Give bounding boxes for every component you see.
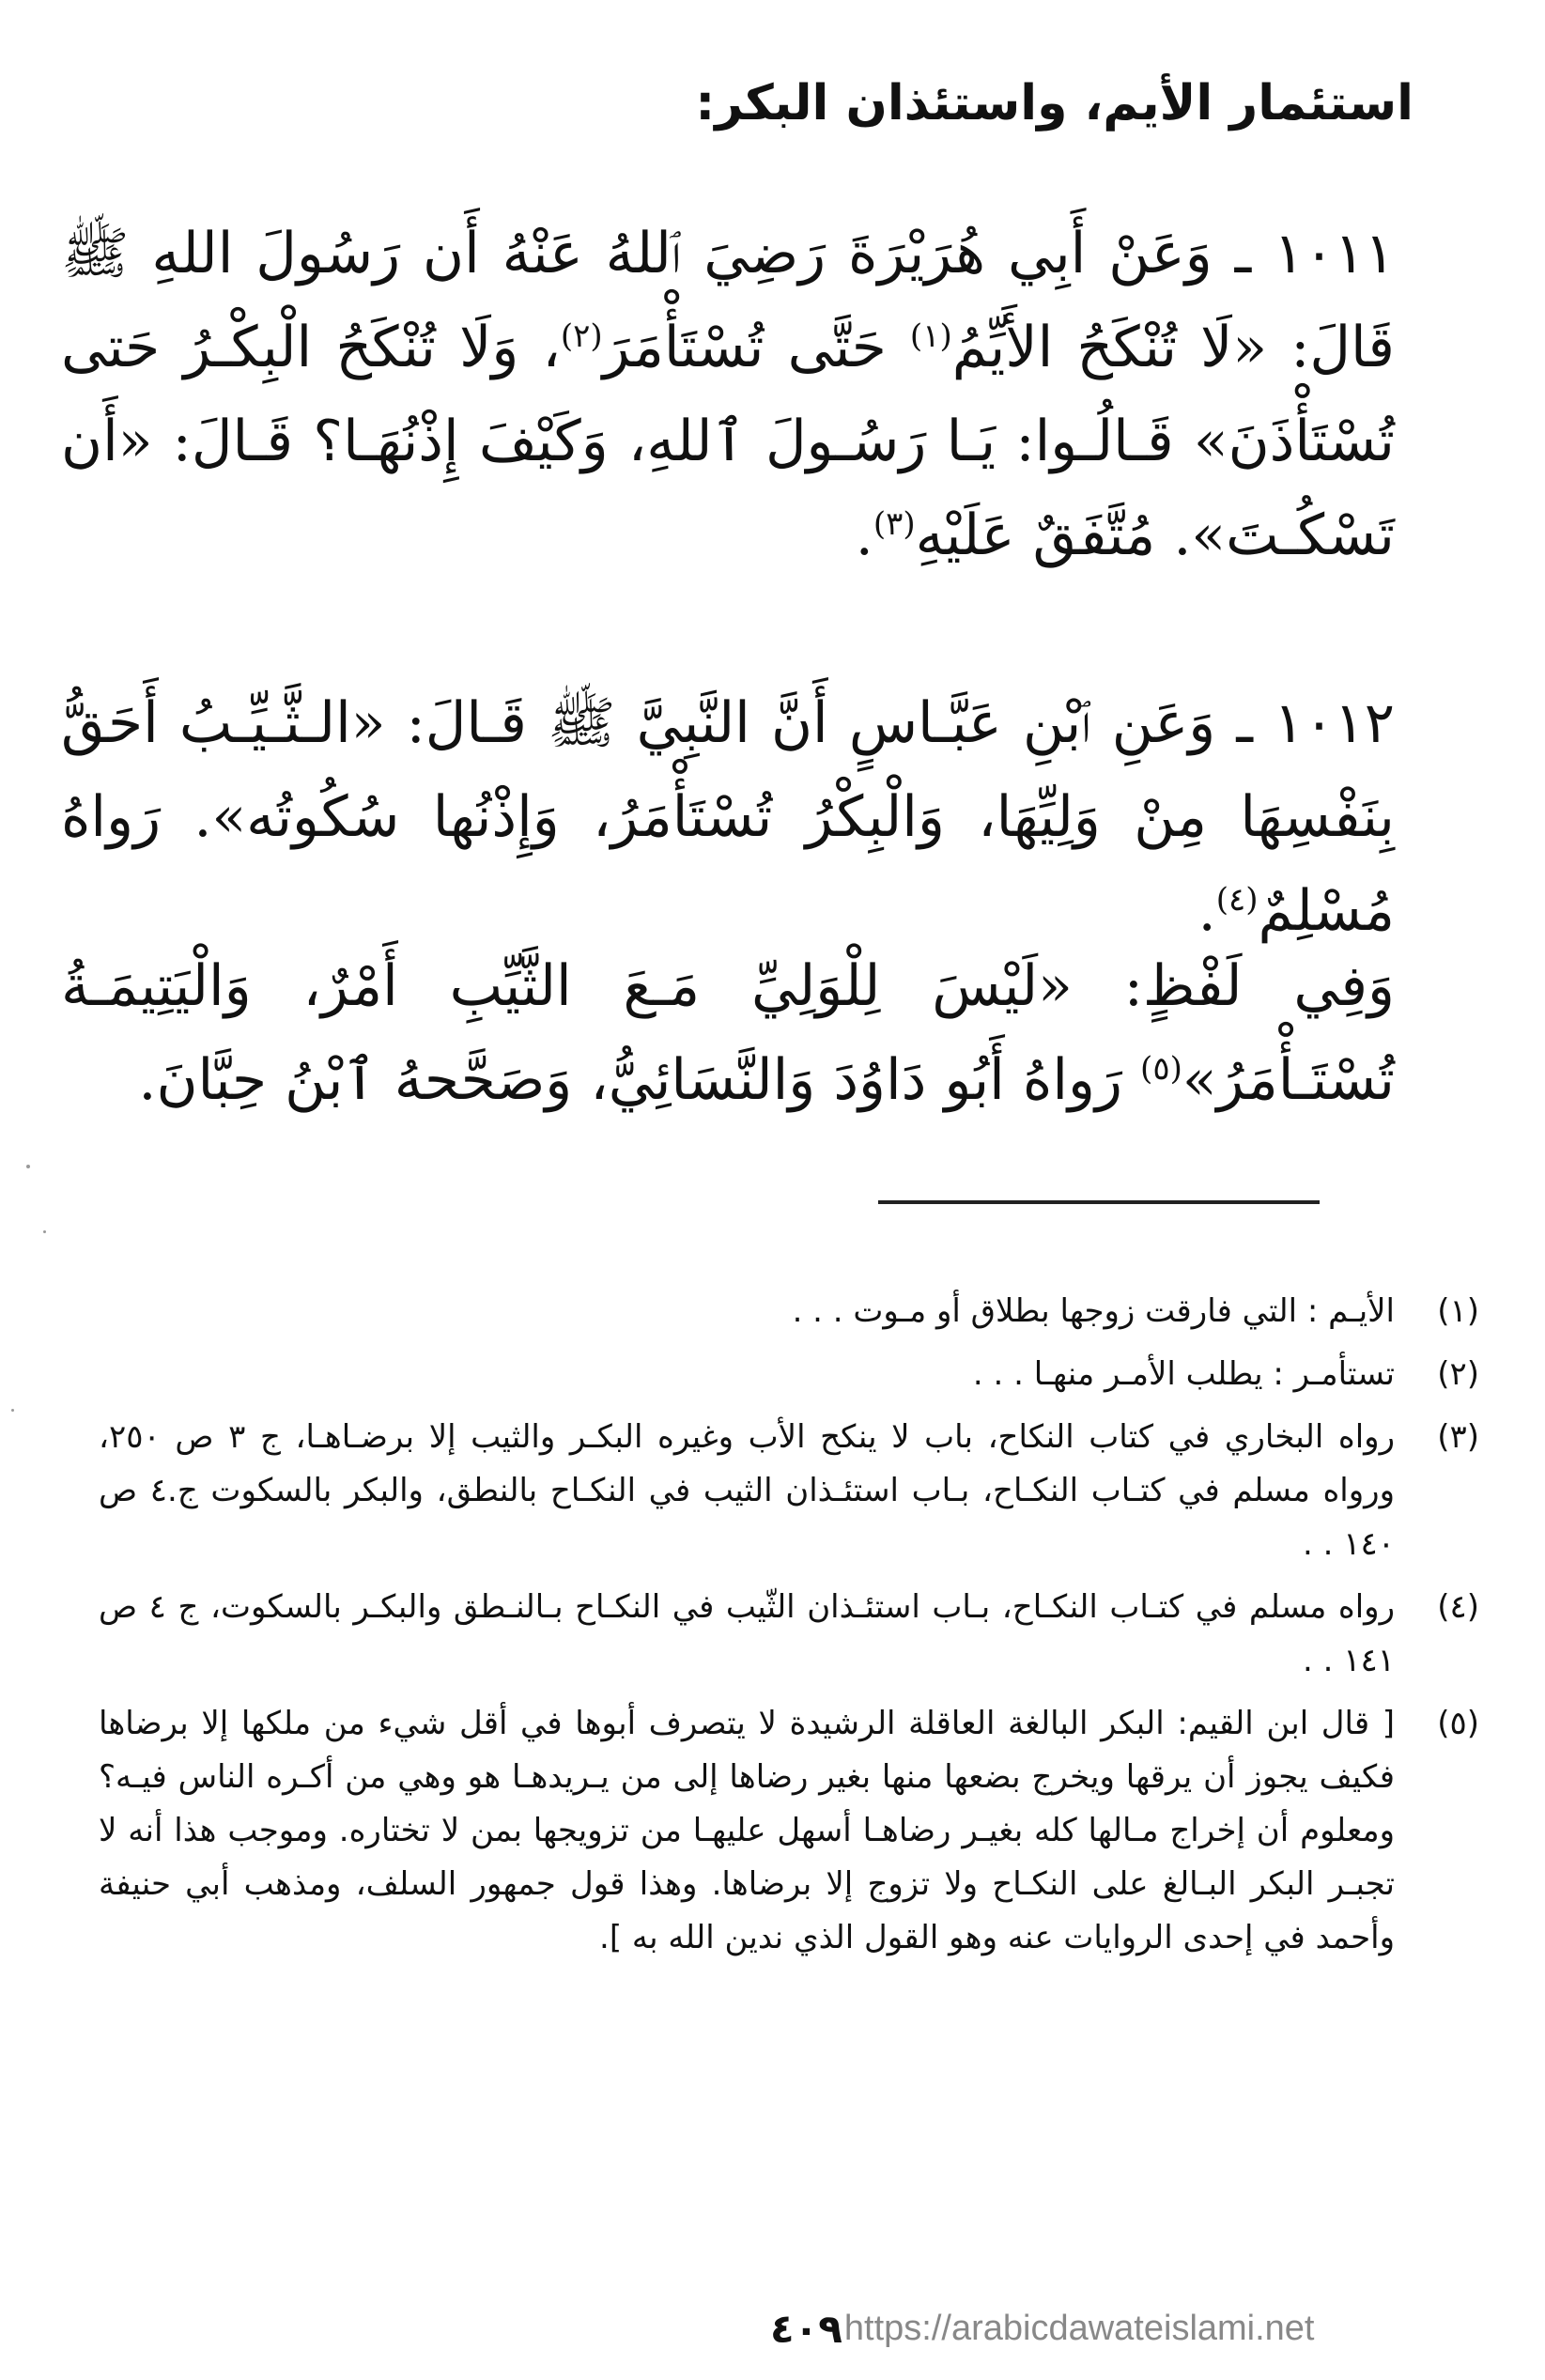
hadith-text: ـ وَعَنِ ٱبْنِ عَبَّـاسٍ أَنَّ النَّبِيَّ ﷺ قَـالَ: «الـثَّـيِّـبُ أَحَقُّ بِنَفْسِهَا مِنْ وَلِيِّهَا، وَالْبِكْرُ تُسْتَأْمَرُ، وَإِذْنُها سُكُوتُه». رَواهُ مُسْلِمٌ	[61, 690, 1395, 944]
footnote-text: الأيـم : التي فارقت زوجها بطلاق أو مـوت . . .	[792, 1292, 1395, 1330]
footnote-marker: (٥)	[1140, 1050, 1182, 1088]
hadith-number: ١٠١٢	[1274, 690, 1395, 756]
footnote-text: تستأمـر : يطلب الأمـر منهـا . . .	[972, 1355, 1395, 1393]
hadith-text: حَتَّى تُسْتَأْمَرَ	[602, 315, 887, 380]
footnote-item	[99, 1411, 1479, 1571]
footnote-item	[99, 1697, 1479, 1965]
footnote-number: (٤)	[1437, 1588, 1479, 1626]
hadith-text: ، وَلَا تُنْكَحُ الْبِكْـرُ حَتى تُسْتَأْذَنَ» قَـالُـوا: يَـا رَسُـولَ ٱللهِ، وَكَيْفَ إِذْنُهَـا؟ قَـالَ: «أَن تَسْكُـتَ». مُتَّفَقٌ عَلَيْهِ	[61, 315, 1395, 568]
page-footer	[770, 2306, 1315, 2362]
variant-text: وَفِي لَفْظٍ: «لَيْسَ لِلْوَلِيِّ مَـعَ الثَّيِّبِ أَمْرٌ، وَالْيَتِيمَـةُ تُسْتَـأْمَرُ»	[61, 953, 1395, 1113]
variant-source: رَواهُ أَبُو دَاوُدَ وَالنَّسَائِيُّ، وَصَحَّحهُ ٱبْنُ حِبَّانَ.	[138, 1047, 1122, 1113]
hadith-end: .	[1197, 878, 1216, 944]
hadith-end: .	[855, 502, 873, 568]
section-heading: استئمار الأيم، واستئذان البكر:	[695, 75, 1414, 131]
scan-speck	[26, 1165, 30, 1168]
scan-speck	[43, 1230, 46, 1233]
hadith-variant-wording	[61, 939, 1395, 1127]
footnote-marker: (٣)	[873, 505, 916, 543]
footnote-number: (٥)	[1437, 1705, 1479, 1742]
footnote-text: رواه مسلم في كتـاب النكـاح، بـاب استئـذان الثّيب في النكـاح بـالنـطق والبكـر بالسكوت، ج ٤ ص ١٤١ . .	[99, 1588, 1395, 1679]
footnote-text: [ قال ابن القيم: البكر البالغة العاقلة الرشيدة لا يتصرف أبوها في أقل شيء من ملكها إلا برضاها فكيف يجوز أن يرقها ويخرج بضعها منها بغير رضاها إلى من يـريدهـا هو وهي من أكـره الناس فيـه؟ ومعلوم أن إخراج مـالها كله بغيـر رضاهـا أسهل عليهـا من تزويجها بمن لا تختاره. وموجب هذا أنه لا تجبـر البكر البـالغ على النكـاح ولا تزوج إلا برضاها. وهذا قول جمهور السلف، ومذهب أبي حنيفة وأحمد في إحدى الروايات عنه وهو القول الذي ندين الله به ].	[99, 1705, 1395, 1956]
footnote-item	[99, 1285, 1479, 1338]
footnote-text: رواه البخاري في كتاب النكاح، باب لا ينكح الأب وغيره البكـر والثيب إلا برضـاهـا، ج ٣ ص ٢٥٠، ورواه مسلم في كتـاب النكـاح، بـاب استئـذان الثيب في النكـاح بالنطق، والبكر بالسكوت ج.٤ ص ١٤٠ . .	[99, 1418, 1395, 1563]
hadith-text: ـ وَعَنْ أَبِي هُرَيْرَةَ رَضِيَ ٱللهُ عَنْهُ أَن رَسُولَ اللهِ ﷺ قَالَ: «لَا تُنْكَحُ الأَيِّمُ	[61, 221, 1395, 380]
footnote-number: (٢)	[1437, 1355, 1479, 1393]
page-number: ٤٠٩	[770, 2306, 842, 2352]
footnote-marker: (١)	[909, 317, 952, 355]
footnotes	[99, 1285, 1479, 1974]
footnote-marker: (٢)	[560, 317, 603, 355]
watermark-url: https://arabicdawateislami.net	[843, 2309, 1315, 2348]
hadith-number: ١٠١١	[1274, 221, 1396, 286]
footnote-item	[99, 1348, 1479, 1401]
footnote-item	[99, 1581, 1479, 1688]
footnote-number: (٣)	[1437, 1418, 1479, 1456]
hadith-1012	[61, 676, 1395, 958]
scan-speck	[11, 1409, 14, 1412]
footnote-marker: (٤)	[1215, 881, 1259, 919]
hadith-1011	[61, 207, 1395, 582]
footnote-separator	[878, 1200, 1320, 1204]
footnote-number: (١)	[1437, 1292, 1479, 1330]
